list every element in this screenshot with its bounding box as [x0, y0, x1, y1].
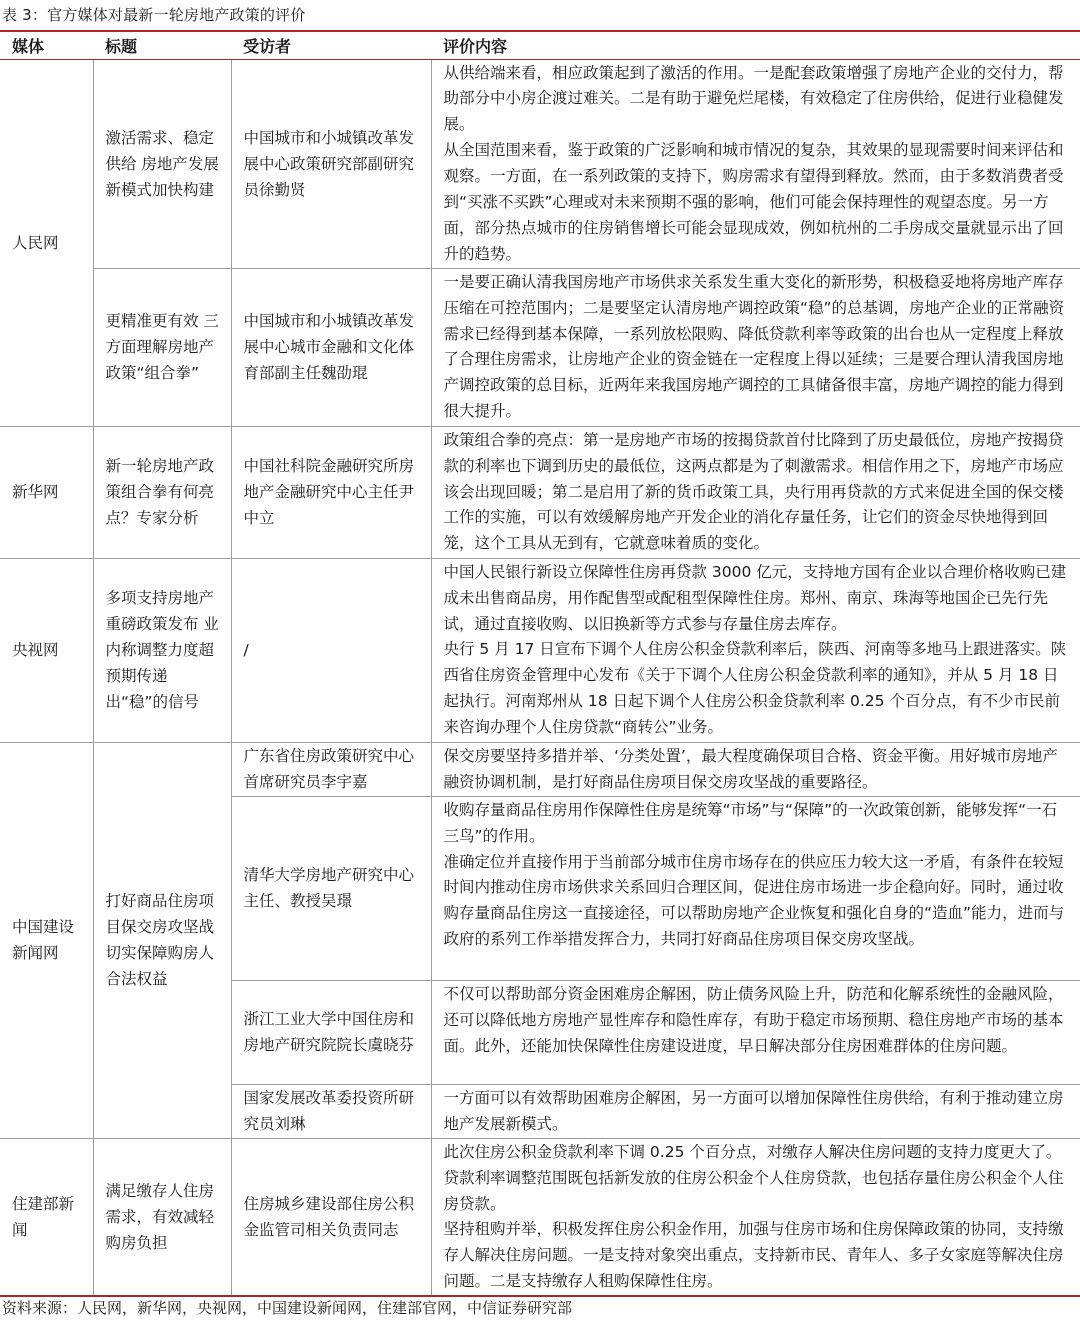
table-row: [0, 59, 1080, 268]
content-cell: [431, 1084, 1080, 1138]
content-cell: [431, 742, 1080, 796]
policy-evaluation-table: [0, 30, 1080, 1297]
title-cell: 更精准更有效 三方面理解房地产政策“组合拳”: [93, 268, 231, 426]
content-paragraph: 一方面可以有效帮助困难房企解困，另一方面可以增加保障性住房供给，有利于推动建立房地产发展新模式。: [443, 1088, 1064, 1133]
media-cell: 新华网: [0, 426, 93, 558]
content-cell: [431, 59, 1080, 268]
content-cell: [431, 268, 1080, 426]
interviewee-cell: 清华大学房地产研究中心主任、教授吴璟: [231, 796, 431, 980]
table-header-row: [0, 31, 1080, 59]
content-cell: [431, 1138, 1080, 1296]
content-paragraph: 准确定位并直接作用于当前部分城市住房市场存在的供应压力较大这一矛盾，有条件在较短时间内推动住房市场供求关系回归合理区间，促进住房市场进一步企稳向好。同时，通过收购存量商品住房这一直接途径，可以帮助房地产企业恢复和强化自身的“造血”能力，进而与政府的系列工作举措发挥合力，共同打好商品住房项目保交房攻坚战。: [443, 852, 1065, 949]
content-paragraph: 保交房要坚持多措并举、‘分类处置’，最大程度确保项目合格、资金平衡。用好城市房地产融资协调机制，是打好商品住房项目保交房攻坚战的重要路径。: [443, 746, 1058, 791]
content-paragraph: 政策组合拳的亮点：第一是房地产市场的按揭贷款首付比降到了历史最低位，房地产按揭贷款的利率也下调到历史的最低位，这两点都是为了刺激需求。相信作用之下，房地产市场应该会出现回暖；第二是启用了新的货币政策工具，央行用再贷款的方式来促进全国的保交楼工作的实施，可以有效缓解房地产开发企业的消化存量任务，让它们的资金尽快地得到回笼，这个工具从无到有，它就意味着质的变化。: [443, 430, 1064, 553]
interviewee-cell: 广东省住房政策研究中心首席研究员李宇嘉: [231, 742, 431, 796]
content-paragraph: 央行 5 月 17 日宣布下调个人住房公积金贷款利率后，陕西、河南等多地马上跟进落实。陕西省住房资金管理中心发布《关于下调个人住房公积金贷款利率的通知》，并从 5 月 18 日起执行。河南郑州从 18 日起下调个人住房公积金贷款利率 0.25 个百分点，有不少市民前来咨询办理个人住房贷款“商转公”业务。: [443, 640, 1067, 737]
content-paragraph: 收购存量商品住房用作保障性住房是统筹“市场”与“保障”的一次政策创新，能够发挥“一石三鸟”的作用。: [443, 800, 1058, 845]
content-paragraph: 一是要正确认清我国房地产市场供求关系发生重大变化的新形势，积极稳妥地将房地产库存压缩在可控范围内；二是要坚定认清房地产调控政策“稳”的总基调，房地产企业的正常融资需求已经得到基本保障，一系列放松限购、降低贷款利率等政策的出台也从一定程度上释放了合理住房需求，让房地产企业的资金链在一定程度上得以延续；三是要合理认清我国房地产调控政策的总目标，近两年来我国房地产调控的工具储备很丰富，房地产调控的能力得到很大提升。: [443, 272, 1065, 421]
interviewee-cell: 住房城乡建设部住房公积金监管司相关负责同志: [231, 1138, 431, 1296]
table-caption: 表 3：官方媒体对最新一轮房地产政策的评价: [2, 6, 306, 24]
interviewee-cell: 中国城市和小城镇改革发展中心城市金融和文化体育部副主任魏劭琨: [231, 268, 431, 426]
content-paragraph: 不仅可以帮助部分资金困难房企解困，防止债务风险上升，防范和化解系统性的金融风险，还可以降低地方房地产显性库存和隐性库存，有助于稳定市场预期、稳住房地产市场的基本面。此外，还能加快保障性住房建设进度，早日解决部分住房困难群体的住房问题。: [443, 984, 1064, 1055]
content-cell: [431, 558, 1080, 742]
content-cell: [431, 796, 1080, 980]
content-paragraph: 从全国范围来看，鉴于政策的广泛影响和城市情况的复杂，其效果的显现需要时间来评估和观察。一方面，在一系列政策的支持下，购房需求有望得到释放。然而，由于多数消费者受到“买涨不买跌”心理或对未来预期不强的影响，他们可能会保持理性的观望态度。另一方面，部分热点城市的住房销售增长可能会显现成效，例如杭州的二手房成交量就显示出了回升的趋势。: [443, 141, 1064, 263]
interviewee-cell: 国家发展改革委投资所研究员刘琳: [231, 1084, 431, 1138]
media-cell: 住建部新闻: [0, 1138, 93, 1296]
table-row: [0, 742, 1080, 796]
title-cell: 新一轮房地产政策组合拳有何亮点？专家分析: [93, 426, 231, 558]
header-title: 标题: [93, 31, 231, 59]
table-row: [0, 1138, 1080, 1296]
source-note: 资料来源：人民网，新华网，央视网，中国建设新闻网，住建部官网，中信证券研究部: [2, 1299, 573, 1317]
media-cell: 人民网: [0, 59, 93, 426]
media-cell: 央视网: [0, 558, 93, 742]
content-paragraph: 中国人民银行新设立保障性住房再贷款 3000 亿元，支持地方国有企业以合理价格收购已建成未出售商品房，用作配售型或配租型保障性住房。郑州、南京、珠海等地国企已先行先试，通过直接收购、以旧换新等方式参与存量住房去库存。: [443, 562, 1067, 633]
interviewee-cell: 中国社科院金融研究所房地产金融研究中心主任尹中立: [231, 426, 431, 558]
title-cell: 打好商品住房项目保交房攻坚战 切实保障购房人合法权益: [93, 742, 231, 1138]
title-cell: 多项支持房地产重磅政策发布 业内称调整力度超预期传递出“稳”的信号: [93, 558, 231, 742]
header-content: 评价内容: [431, 31, 1080, 59]
media-cell: 中国建设新闻网: [0, 742, 93, 1138]
content-paragraph: 此次住房公积金贷款利率下调 0.25 个百分点，对缴存人解决住房问题的支持力度更大了。贷款利率调整范围既包括新发放的住房公积金个人住房贷款，也包括存量住房公积金个人住房贷款。: [443, 1142, 1064, 1213]
header-media: 媒体: [0, 31, 93, 59]
table-row: [0, 426, 1080, 558]
content-cell: [431, 980, 1080, 1084]
interviewee-cell: /: [231, 558, 431, 742]
title-cell: 激活需求、稳定供给 房地产发展新模式加快构建: [93, 59, 231, 268]
content-paragraph: 从供给端来看，相应政策起到了激活的作用。一是配套政策增强了房地产企业的交付力，帮助部分中小房企渡过难关。二是有助于避免烂尾楼，有效稳定了住房供给，促进行业稳健发展。: [443, 63, 1064, 134]
interviewee-cell: 浙江工业大学中国住房和房地产研究院院长虞晓芬: [231, 980, 431, 1084]
title-cell: 满足缴存人住房需求，有效减轻购房负担: [93, 1138, 231, 1296]
header-interviewee: 受访者: [231, 31, 431, 59]
table-row: [0, 558, 1080, 742]
table-row: [0, 268, 1080, 426]
content-cell: [431, 426, 1080, 558]
interviewee-cell: 中国城市和小城镇改革发展中心政策研究部副研究员徐勤贤: [231, 59, 431, 268]
content-paragraph: 坚持租购并举，积极发挥住房公积金作用，加强与住房市场和住房保障政策的协同，支持缴存人解决住房问题。一是支持对象突出重点，支持新市民、青年人、多子女家庭等解决住房问题。二是支持缴存人租购保障性住房。: [443, 1220, 1064, 1291]
